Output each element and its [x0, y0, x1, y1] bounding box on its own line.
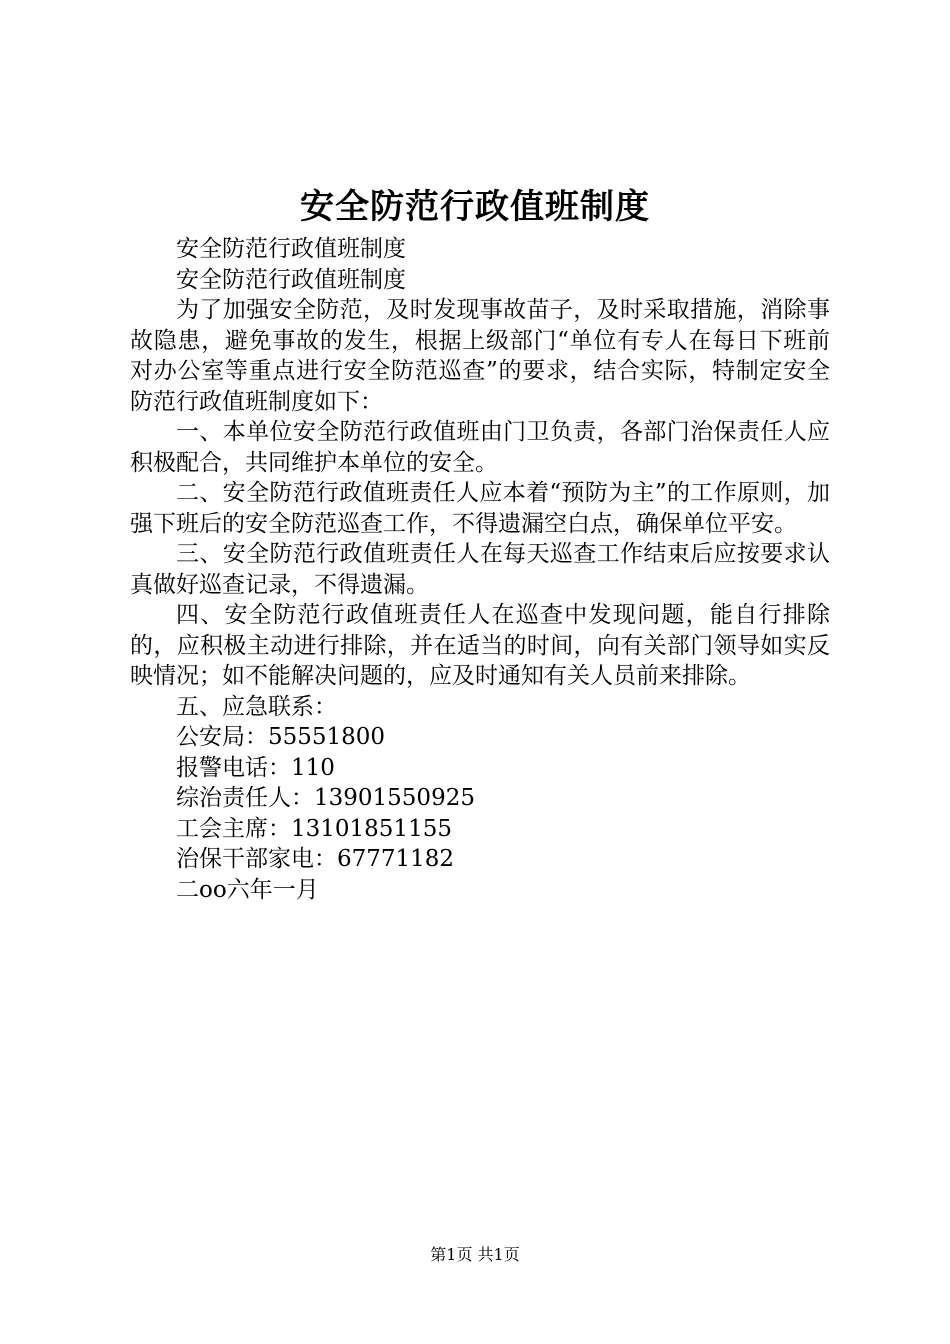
rule-paragraph-3: 三、安全防范行政值班责任人在每天巡查工作结束后应按要求认真做好巡查记录，不得遗漏。 — [130, 541, 830, 598]
contact-emergency: 报警电话：110 — [176, 754, 335, 781]
subtitle-line-1: 安全防范行政值班制度 — [176, 236, 406, 262]
page-footer: 第1页 共1页 — [430, 1245, 520, 1264]
document-date: 二oo六年一月 — [176, 876, 319, 903]
document-body — [130, 234, 830, 905]
contact-security-officer: 综治责任人：13901550925 — [176, 785, 475, 811]
contacts-heading: 五、应急联系： — [176, 693, 337, 720]
rule-paragraph-2: 二、安全防范行政值班责任人应本着“预防为主”的工作原则，加强下班后的安全防范巡查工作，不得遗漏空白点，确保单位平安。 — [130, 480, 830, 537]
document-title: 安全防范行政值班制度 — [300, 187, 650, 227]
intro-paragraph: 为了加强安全防范，及时发现事故苗子，及时采取措施，消除事故隐患，避免事故的发生，根据上级部门“单位有专人在每日下班前对办公室等重点进行安全防范巡查”的要求，结合实际，特制定安全防范行政值班制度如下： — [130, 297, 830, 415]
contact-police: 公安局：55551800 — [176, 724, 386, 750]
rule-paragraph-4: 四、安全防范行政值班责任人在巡查中发现问题，能自行排除的，应积极主动进行排除，并在适当的时间，向有关部门领导如实反映情况；如不能解决问题的，应及时通知有关人员前来排除。 — [130, 602, 830, 689]
contact-security-cadre: 治保干部家电：67771182 — [176, 846, 455, 872]
subtitle-line-2: 安全防范行政值班制度 — [176, 266, 406, 293]
rule-paragraph-1: 一、本单位安全防范行政值班由门卫负责，各部门治保责任人应积极配合，共同维护本单位的安全。 — [130, 419, 830, 476]
contact-union-chair: 工会主席：13101851155 — [176, 815, 452, 842]
